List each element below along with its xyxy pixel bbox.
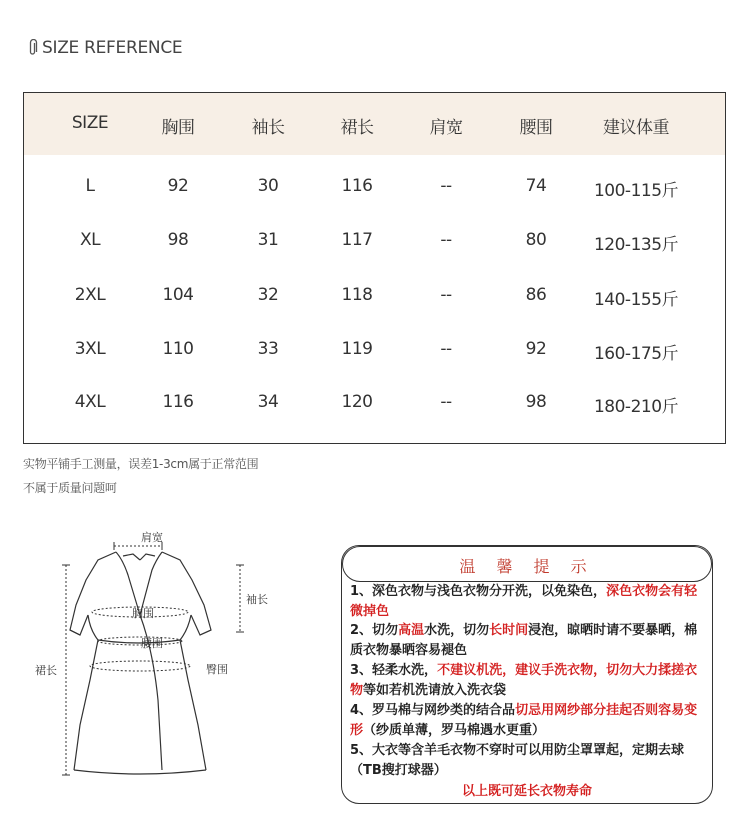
- section-title: SIZE REFERENCE: [42, 38, 183, 58]
- tip-item: [348, 661, 706, 701]
- header-cell: 腰围: [519, 118, 553, 138]
- table-cell: 31: [257, 230, 279, 250]
- table-cell: 92: [525, 339, 547, 359]
- measurement-note: 实物平铺手工测量，误差1-3cm属于正常范围: [23, 457, 259, 471]
- tip-emphasis: 深色衣物会有轻微掉色: [350, 584, 698, 619]
- table-cell: 30: [257, 176, 279, 196]
- tip-text: 深色衣物与浅色衣物分开洗，以免染色，: [372, 584, 607, 599]
- table-cell: 119: [341, 339, 373, 359]
- paperclip-icon: [28, 39, 38, 57]
- table-cell: --: [440, 176, 452, 196]
- table-cell: --: [440, 285, 452, 305]
- table-cell: 92: [167, 176, 189, 196]
- tip-emphasis: 长时间: [489, 623, 529, 638]
- care-tips-title: 温 馨 提 示: [459, 557, 595, 576]
- table-cell: 118: [341, 285, 373, 305]
- tip-item: [348, 701, 706, 741]
- care-tips-header: [342, 546, 712, 582]
- tip-emphasis: 切忌用网纱部分挂起否则容易变形: [350, 703, 698, 738]
- table-cell: 2XL: [74, 285, 106, 305]
- table-cell: --: [440, 230, 452, 250]
- tip-text: 水洗，切勿: [424, 623, 490, 638]
- header-cell: 袖长: [251, 118, 285, 138]
- tip-text: 等如若机洗请放入洗衣袋: [363, 683, 507, 698]
- table-cell: 120: [341, 392, 373, 412]
- label-chest: 胸围: [132, 607, 154, 620]
- tip-number: 2、: [350, 623, 373, 638]
- dress-diagram: [28, 520, 258, 785]
- dress-outline: [70, 552, 211, 774]
- section-header: [28, 36, 182, 60]
- label-waist: 腰围: [141, 637, 163, 650]
- label-hip: 臀围: [206, 663, 228, 676]
- table-cell: 86: [525, 285, 547, 305]
- table-cell: 116: [162, 392, 194, 412]
- table-cell: 100-115斤: [593, 181, 679, 201]
- table-cell: 104: [162, 285, 194, 305]
- header-cell: 胸围: [161, 118, 195, 138]
- table-cell: 32: [257, 285, 279, 305]
- table-cell: 160-175斤: [593, 344, 679, 364]
- table-cell: XL: [79, 230, 101, 250]
- table-cell: 80: [525, 230, 547, 250]
- table-cell: --: [440, 392, 452, 412]
- tip-text: 轻柔水洗，: [372, 663, 438, 678]
- tip-emphasis: 高温: [398, 623, 425, 638]
- label-length: 裙长: [35, 664, 57, 677]
- size-table: [23, 92, 726, 444]
- tip-item: [348, 741, 706, 781]
- tip-text: （纱质单薄，罗马棉遇水更重）: [363, 723, 546, 738]
- tip-number: 1、: [350, 584, 373, 599]
- table-cell: 4XL: [74, 392, 106, 412]
- table-cell: 116: [341, 176, 373, 196]
- header-cell: 建议体重: [603, 118, 669, 138]
- table-cell: 74: [525, 176, 547, 196]
- table-cell: 117: [341, 230, 373, 250]
- table-cell: 3XL: [74, 339, 106, 359]
- tip-number: 4、: [350, 703, 373, 718]
- tip-text: 大衣等含羊毛衣物不穿时可以用防尘罩罩起，定期去球（TB搜打球器）: [350, 743, 685, 778]
- table-cell: 34: [257, 392, 279, 412]
- tip-item: [348, 582, 706, 622]
- table-cell: --: [440, 339, 452, 359]
- tip-text: 罗马棉与网纱类的结合品: [372, 703, 516, 718]
- tip-number: 5、: [350, 743, 373, 758]
- label-shoulder: 肩宽: [141, 531, 163, 544]
- table-cell: 98: [525, 392, 547, 412]
- table-cell: 140-155斤: [593, 290, 679, 310]
- table-cell: 110: [162, 339, 194, 359]
- table-cell: 180-210斤: [593, 397, 679, 417]
- tip-text: 浸泡，晾晒时请不要暴晒，棉质衣物暴晒容易褪色: [350, 623, 698, 658]
- table-cell: 120-135斤: [593, 235, 679, 255]
- tip-item: [348, 621, 706, 661]
- tip-emphasis: 不建议机洗，建议手洗衣物，切勿大力揉搓衣物: [350, 663, 698, 698]
- label-sleeve: 袖长: [246, 593, 268, 606]
- table-cell: L: [85, 176, 95, 196]
- header-cell: 肩宽: [429, 118, 463, 138]
- table-cell: 98: [167, 230, 189, 250]
- table-cell: 33: [257, 339, 279, 359]
- tip-text: 切勿: [372, 623, 399, 638]
- care-tips-box: [341, 545, 713, 804]
- header-cell: SIZE: [71, 113, 109, 133]
- tip-number: 3、: [350, 663, 373, 678]
- tips-footer: 以上既可延长衣物寿命: [461, 784, 592, 799]
- quality-note: 不属于质量问题呵: [23, 481, 117, 495]
- header-cell: 裙长: [340, 118, 374, 138]
